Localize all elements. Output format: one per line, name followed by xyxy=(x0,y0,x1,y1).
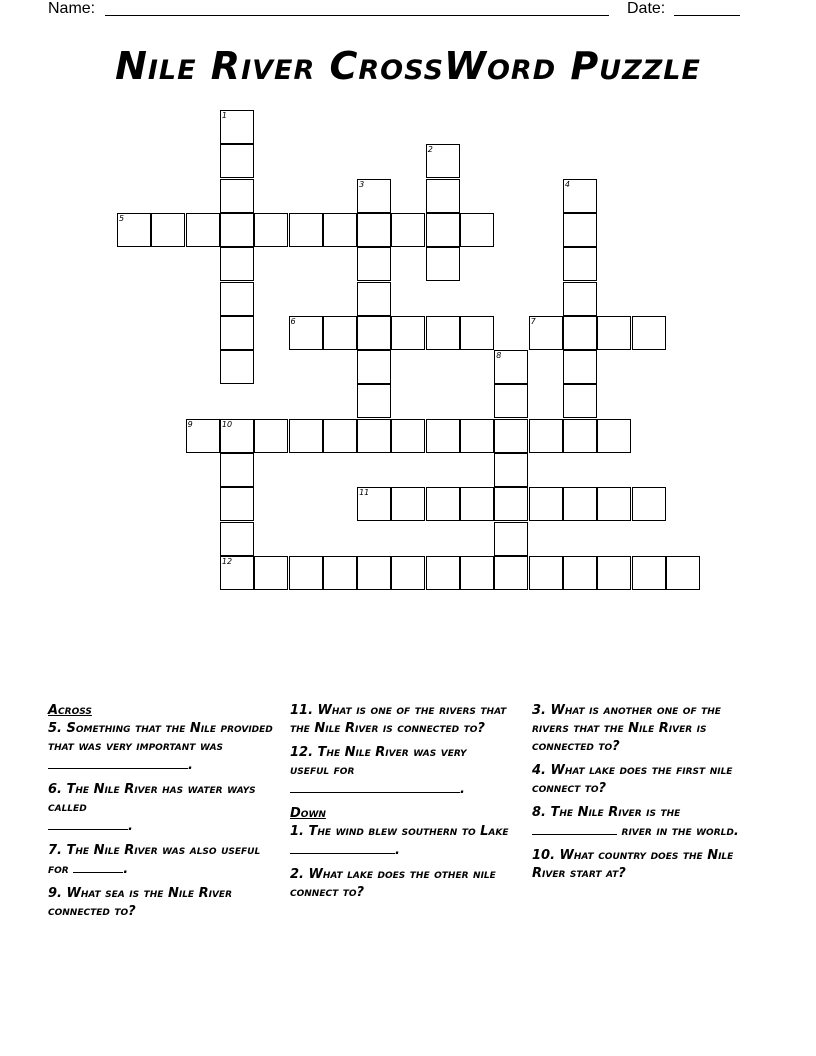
crossword-cell[interactable] xyxy=(323,556,357,590)
clue-down-1: 1. The wind blew southern to Lake . xyxy=(290,824,509,858)
clue-across-11: 11. What is one of the rivers that the Nile River is connected to? xyxy=(290,703,507,736)
crossword-cell[interactable] xyxy=(391,556,425,590)
clue-number: 4 xyxy=(564,179,570,189)
crossword-cell[interactable] xyxy=(357,179,391,213)
crossword-cell[interactable] xyxy=(220,522,254,556)
crossword-cell[interactable] xyxy=(494,419,528,453)
crossword-cell[interactable] xyxy=(289,316,323,350)
clue-down-10: 10. What country does the Nile River start at? xyxy=(532,848,734,881)
puzzle-title: Nile River CrossWord Puzzle xyxy=(115,44,701,88)
crossword-cell[interactable] xyxy=(391,213,425,247)
crossword-cell[interactable] xyxy=(460,556,494,590)
clue-across-5: 5. Something that the Nile provided that was very important was . xyxy=(48,721,273,773)
crossword-cell[interactable] xyxy=(632,316,666,350)
crossword-cell[interactable] xyxy=(529,487,563,521)
crossword-cell[interactable] xyxy=(289,419,323,453)
crossword-cell[interactable] xyxy=(220,282,254,316)
clue-across-12: 12. The Nile River was very useful for . xyxy=(290,745,467,797)
crossword-cell[interactable] xyxy=(426,419,460,453)
crossword-cell[interactable] xyxy=(220,316,254,350)
crossword-cell[interactable] xyxy=(563,350,597,384)
crossword-cell[interactable] xyxy=(254,556,288,590)
crossword-cell[interactable] xyxy=(117,213,151,247)
crossword-cell[interactable] xyxy=(563,213,597,247)
crossword-cell[interactable] xyxy=(254,419,288,453)
crossword-cell[interactable] xyxy=(563,316,597,350)
clue-down-2: 2. What lake does the other nile connect to? xyxy=(290,867,496,900)
clue-down-4: 4. What lake does the first nile connect to? xyxy=(532,763,733,796)
crossword-cell[interactable] xyxy=(494,453,528,487)
crossword-cell[interactable] xyxy=(460,487,494,521)
crossword-cell[interactable] xyxy=(186,213,220,247)
clue-down-8: 8. The Nile River is the river in the world. xyxy=(532,805,739,839)
crossword-cell[interactable] xyxy=(494,384,528,418)
crossword-cell[interactable] xyxy=(563,487,597,521)
down-heading: Down xyxy=(290,806,326,821)
crossword-cell[interactable] xyxy=(391,487,425,521)
crossword-cell[interactable] xyxy=(357,556,391,590)
name-label: Name: xyxy=(48,0,96,17)
clues-column-2 xyxy=(290,702,510,908)
crossword-cell[interactable] xyxy=(391,316,425,350)
clues-column-1 xyxy=(48,702,278,927)
crossword-cell[interactable] xyxy=(426,247,460,281)
crossword-cell[interactable] xyxy=(323,213,357,247)
crossword-cell[interactable] xyxy=(632,487,666,521)
crossword-cell[interactable] xyxy=(597,316,631,350)
clue-down-3: 3. What is another one of the rivers that the Nile River is connected to? xyxy=(532,703,721,754)
clue-number: 11 xyxy=(359,488,370,498)
clue-number: 7 xyxy=(530,316,536,326)
crossword-cell[interactable] xyxy=(186,419,220,453)
crossword-cell[interactable] xyxy=(391,419,425,453)
crossword-cell[interactable] xyxy=(151,213,185,247)
crossword-cell[interactable] xyxy=(529,316,563,350)
crossword-cell[interactable] xyxy=(220,350,254,384)
crossword-cell[interactable] xyxy=(254,213,288,247)
clue-across-7: 7. The Nile River was also useful for . xyxy=(48,843,261,877)
crossword-cell[interactable] xyxy=(323,419,357,453)
crossword-cell[interactable] xyxy=(426,316,460,350)
crossword-cell[interactable] xyxy=(460,213,494,247)
crossword-cell[interactable] xyxy=(632,556,666,590)
crossword-cell[interactable] xyxy=(494,522,528,556)
across-heading: Across xyxy=(48,703,92,718)
crossword-cell[interactable] xyxy=(426,487,460,521)
date-label: Date: xyxy=(627,0,666,17)
clue-number: 1 xyxy=(221,111,227,120)
crossword-cell[interactable] xyxy=(220,419,254,453)
crossword-cell[interactable] xyxy=(220,487,254,521)
crossword-cell[interactable] xyxy=(220,247,254,281)
clue-number: 8 xyxy=(496,351,502,361)
crossword-cell[interactable] xyxy=(289,213,323,247)
crossword-cell[interactable] xyxy=(529,419,563,453)
clue-number: 12 xyxy=(221,556,233,566)
crossword-cell[interactable] xyxy=(494,487,528,521)
crossword-cell[interactable] xyxy=(597,556,631,590)
crossword-cell[interactable] xyxy=(357,350,391,384)
crossword-cell[interactable] xyxy=(357,487,391,521)
crossword-cell[interactable] xyxy=(563,419,597,453)
crossword-cell[interactable] xyxy=(357,384,391,418)
clue-number: 2 xyxy=(427,145,433,155)
crossword-cell[interactable] xyxy=(426,144,460,178)
crossword-cell[interactable] xyxy=(666,556,700,590)
crossword-cell[interactable] xyxy=(494,350,528,384)
crossword-cell[interactable] xyxy=(357,247,391,281)
clues-column-3 xyxy=(532,702,762,889)
crossword-cell[interactable] xyxy=(220,213,254,247)
crossword-cell[interactable] xyxy=(563,282,597,316)
clue-number: 9 xyxy=(187,419,193,429)
crossword-cell[interactable] xyxy=(426,556,460,590)
crossword-cell[interactable] xyxy=(426,213,460,247)
clue-number: 10 xyxy=(221,419,233,429)
crossword-cell[interactable] xyxy=(220,556,254,590)
crossword-cell[interactable] xyxy=(323,316,357,350)
crossword-cell[interactable] xyxy=(597,487,631,521)
crossword-cell[interactable] xyxy=(597,419,631,453)
crossword-cell[interactable] xyxy=(220,110,254,144)
crossword-cell[interactable] xyxy=(289,556,323,590)
clue-number: 5 xyxy=(119,213,125,223)
clue-number: 6 xyxy=(290,316,296,326)
crossword-cell[interactable] xyxy=(426,179,460,213)
crossword-cell[interactable] xyxy=(460,419,494,453)
crossword-cell[interactable] xyxy=(529,556,563,590)
crossword-cell[interactable] xyxy=(460,316,494,350)
crossword-cell[interactable] xyxy=(220,144,254,178)
crossword-cell[interactable] xyxy=(220,453,254,487)
crossword-cell[interactable] xyxy=(220,179,254,213)
crossword-cell[interactable] xyxy=(563,556,597,590)
crossword-cell[interactable] xyxy=(357,213,391,247)
crossword-cell[interactable] xyxy=(563,384,597,418)
crossword-cell[interactable] xyxy=(563,247,597,281)
clue-across-6: 6. The Nile River has water ways called . xyxy=(48,782,256,834)
crossword-cell[interactable] xyxy=(563,179,597,213)
crossword-cell[interactable] xyxy=(494,556,528,590)
clue-across-9: 9. What sea is the Nile River connected to? xyxy=(48,886,233,919)
crossword-cell[interactable] xyxy=(357,282,391,316)
clue-number: 3 xyxy=(359,179,365,189)
crossword-cell[interactable] xyxy=(357,419,391,453)
crossword-cell[interactable] xyxy=(357,316,391,350)
